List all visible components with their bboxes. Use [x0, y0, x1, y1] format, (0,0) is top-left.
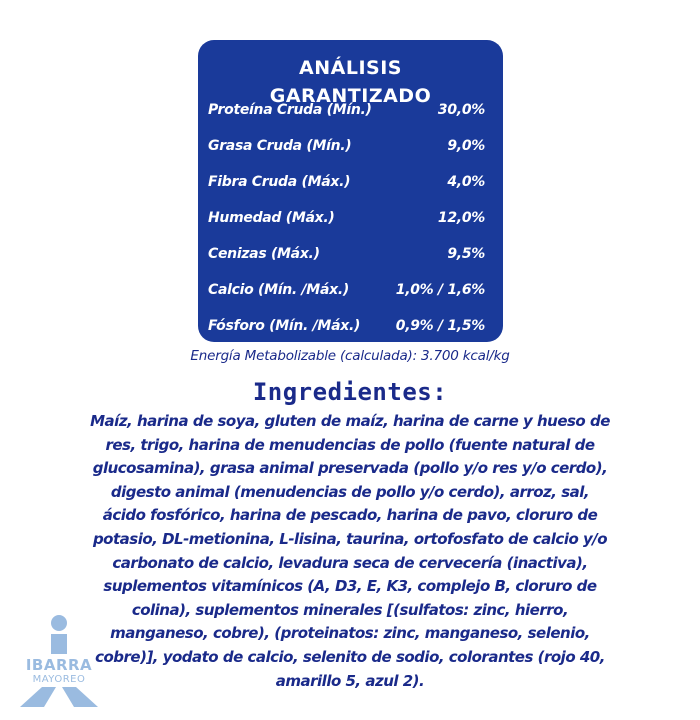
analysis-label: Cenizas (Máx.): [208, 246, 320, 262]
analysis-row-calcium: [208, 272, 485, 308]
analysis-label: Proteína Cruda (Mín.): [208, 102, 372, 118]
ingredients-line: carbonato de calcio, levadura seca de cervecería (inactiva),: [112, 553, 588, 572]
analysis-value: 30,0%: [437, 102, 485, 118]
analysis-label: Humedad (Máx.): [208, 210, 335, 226]
analysis-row-moisture: [208, 200, 485, 236]
analysis-row-phosphorus: [208, 308, 485, 344]
analysis-value: 9,5%: [447, 246, 485, 262]
analysis-value: 1,0% / 1,6%: [395, 282, 485, 298]
analysis-label: Fibra Cruda (Máx.): [208, 174, 351, 190]
analysis-row-ash: [208, 236, 485, 272]
logo-subtitle: MAYOREO: [32, 674, 86, 685]
ingredients-line: digesto animal (menudencias de pollo y/o cerdo), arroz, sal,: [110, 482, 590, 501]
ingredients-line: res, trigo, harina de menudencias de pollo (fuente natural de: [105, 435, 595, 454]
ingredients-line: colina), suplementos minerales [(sulfatos: zinc, hierro,: [131, 600, 569, 619]
analysis-value: 9,0%: [447, 138, 485, 154]
analysis-title: ANÁLISIS GARANTIZADO: [269, 57, 432, 107]
metabolizable-energy: Energía Metabolizable (calculada): 3.700 kcal/kg: [190, 348, 510, 364]
guaranteed-analysis-panel: [198, 40, 503, 342]
analysis-value: 12,0%: [437, 210, 485, 226]
ingredients-line: suplementos vitamínicos (A, D3, E, K3, complejo B, cloruro de: [103, 577, 597, 596]
analysis-value: 4,0%: [447, 174, 485, 190]
ingredients-list: [80, 410, 620, 693]
ingredients-line: ácido fosfórico, harina de pescado, harina de pavo, cloruro de: [102, 506, 598, 525]
analysis-label: Grasa Cruda (Mín.): [208, 138, 352, 154]
analysis-row-fat: [208, 128, 485, 164]
analysis-row-fiber: [208, 164, 485, 200]
ingredients-line: amarillo 5, azul 2).: [275, 671, 425, 690]
ingredients-line: Maíz, harina de soya, gluten de maíz, harina de carne y hueso de: [90, 412, 610, 430]
analysis-value: 0,9% / 1,5%: [395, 318, 485, 334]
logo-name: IBARRA: [25, 656, 93, 674]
ingredients-heading: Ingredientes:: [252, 378, 448, 406]
ingredients-line: manganeso, cobre), (proteinatos: zinc, manganeso, selenio,: [110, 624, 590, 643]
ibarra-mayoreo-logo: [16, 615, 106, 707]
analysis-label: Fósforo (Mín. /Máx.): [208, 318, 361, 334]
ingredients-line: potasio, DL-metionina, L-lisina, taurina, ortofosfato de calcio y/o: [92, 529, 608, 548]
analysis-label: Calcio (Mín. /Máx.): [208, 282, 349, 298]
ingredients-line: cobre)], yodato de calcio, selenito de sodio, colorantes (rojo 40,: [95, 647, 605, 666]
ingredients-line: glucosamina), grasa animal preservada (pollo y/o res y/o cerdo),: [92, 459, 608, 478]
